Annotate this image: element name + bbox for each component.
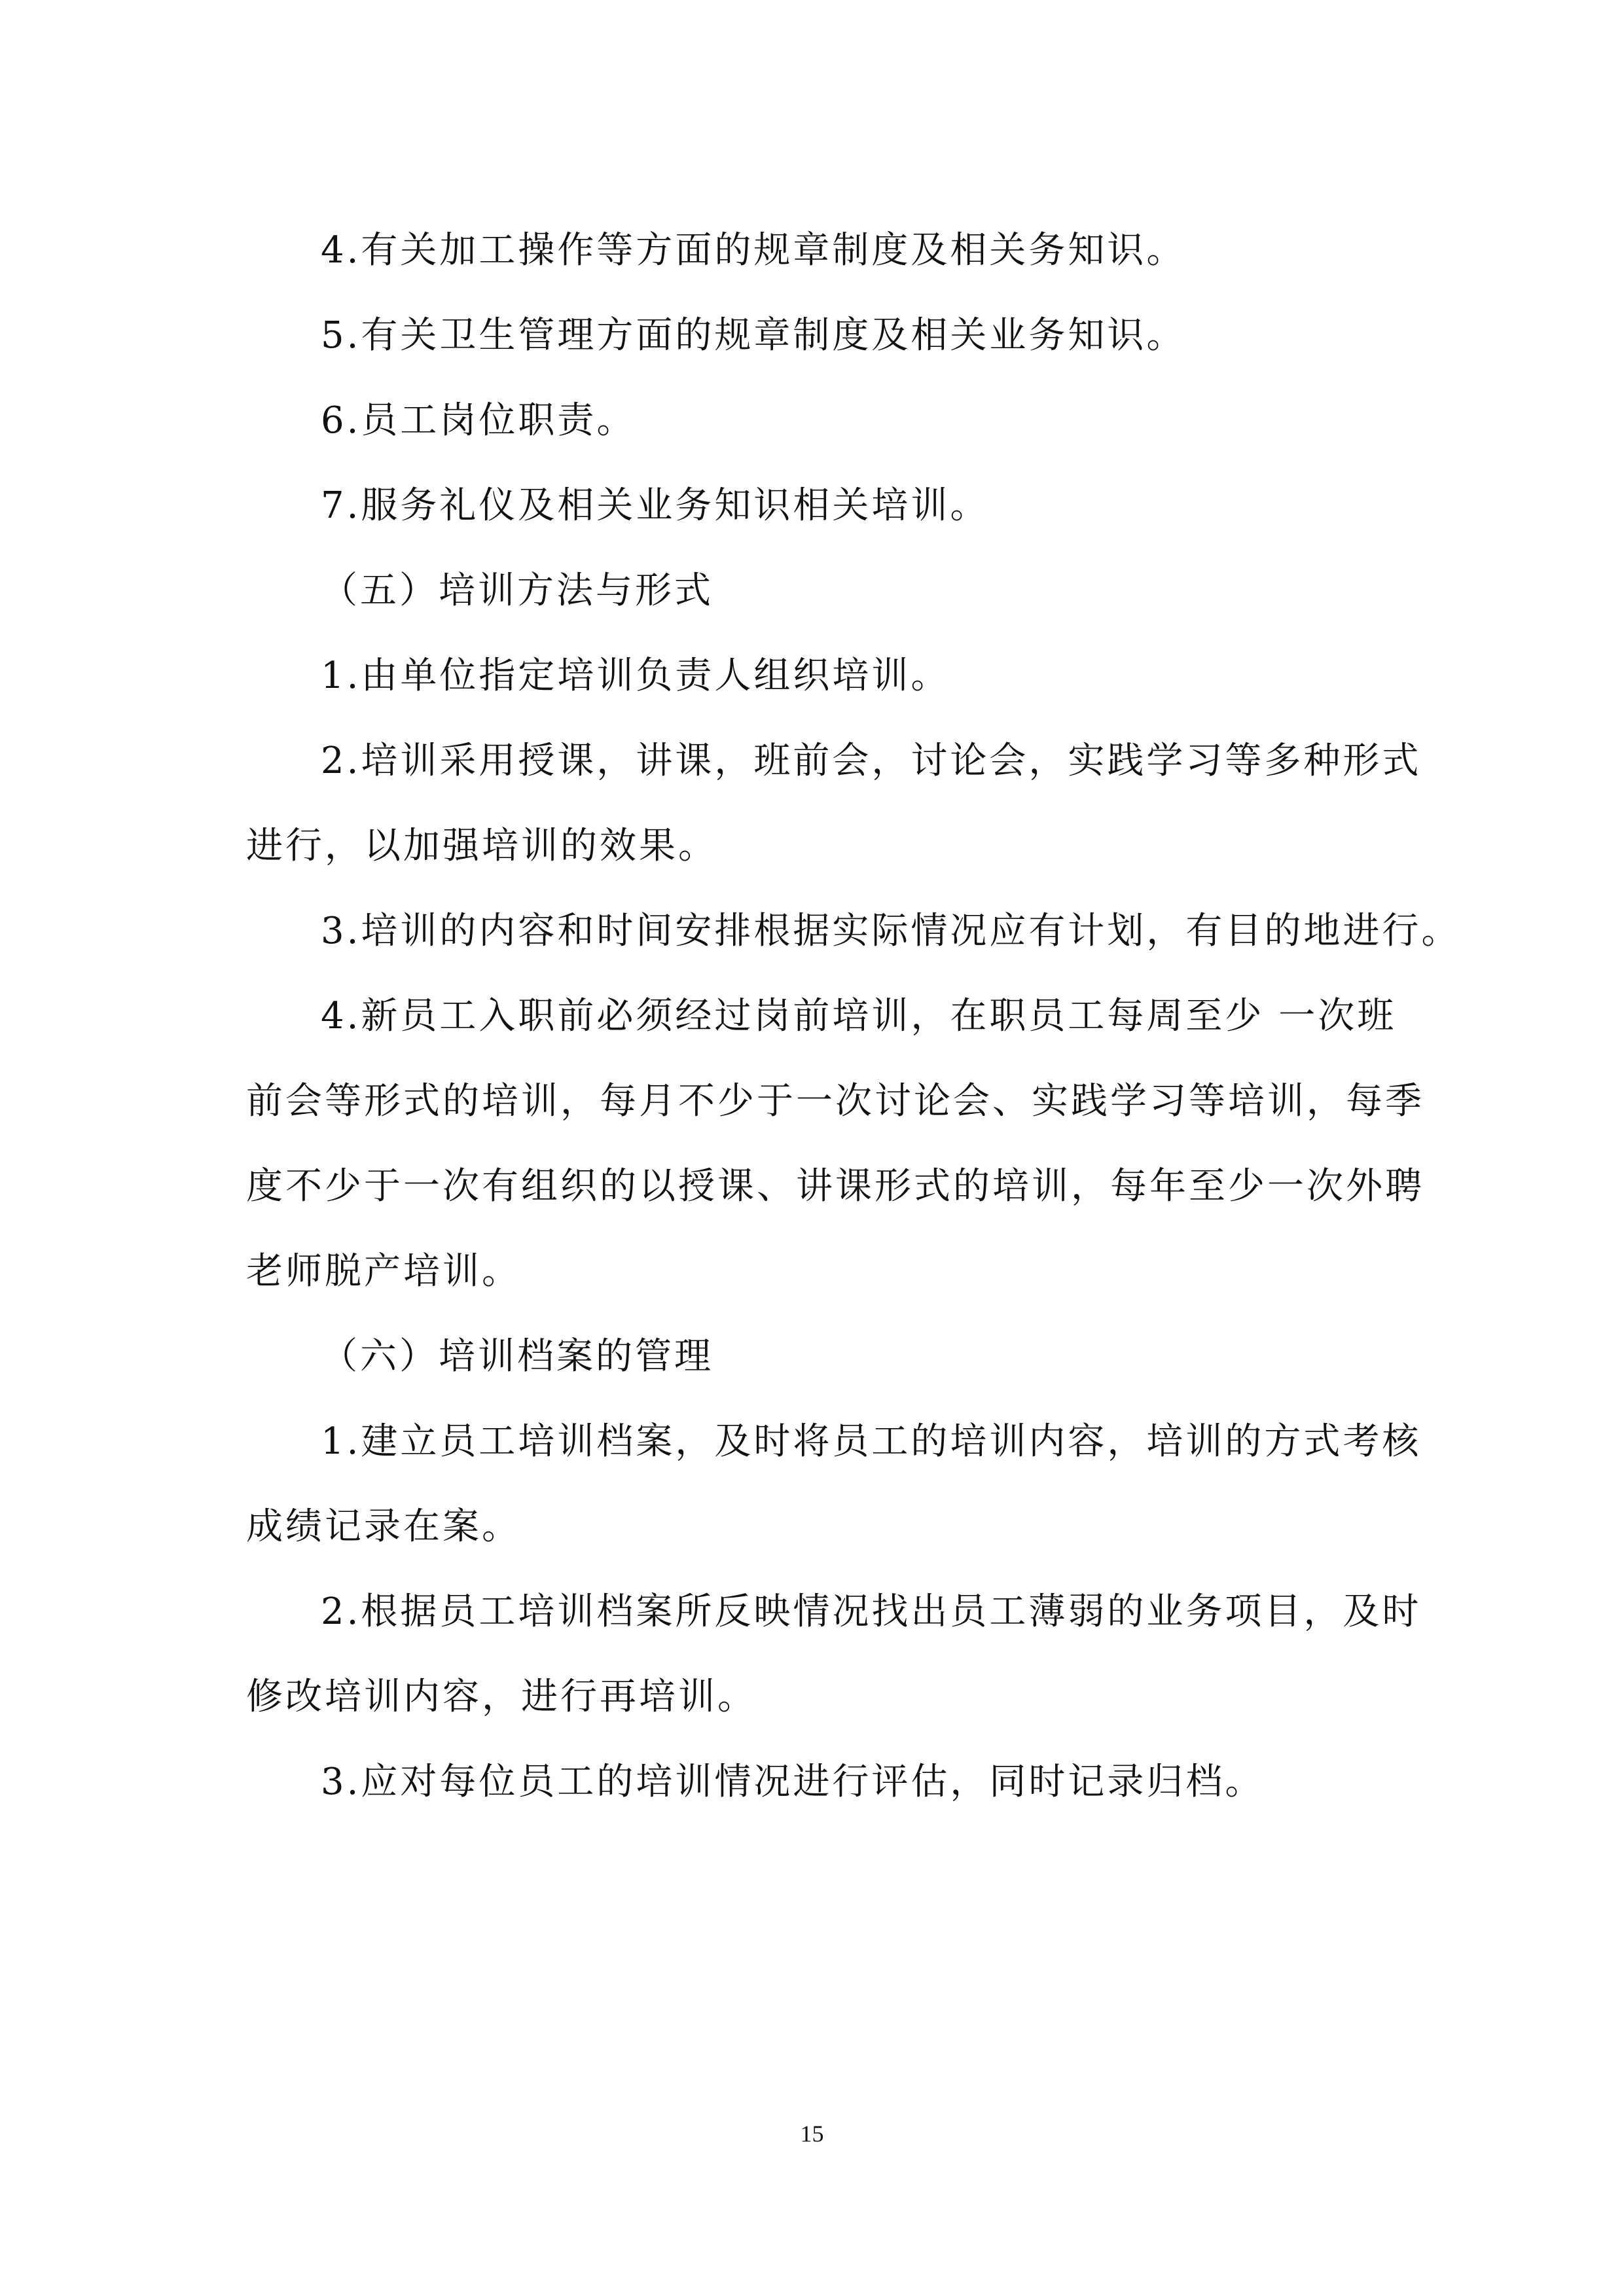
list-item: 7.服务礼仪及相关业务知识相关培训。 [321,484,990,527]
list-item: 1.由单位指定培训负责人组织培训。 [321,655,950,697]
list-item: 1.建立员工培训档案，及时将员工的培训内容，培训的方式考核 [321,1420,1422,1463]
list-item: 5.有关卫生管理方面的规章制度及相关业务知识。 [321,314,1186,357]
paragraph-continuation: 修改培训内容，进行再培训。 [246,1676,757,1718]
paragraph-continuation: 度不少于一次有组织的以授课、讲课形式的培训，每年至少一次外聘 [246,1165,1424,1208]
list-item: 4.有关加工操作等方面的规章制度及相关务知识。 [321,229,1186,272]
list-item: 2.根据员工培训档案所反映情况找出员工薄弱的业务项目，及时 [321,1590,1422,1633]
page-number: 15 [800,2121,824,2147]
document-body [246,208,1461,1825]
list-item: 4.新员工入职前必须经过岗前培训，在职员工每周至少 一次班 [321,995,1397,1037]
list-item: 2.培训采用授课，讲课，班前会，讨论会，实践学习等多种形式 [321,740,1422,782]
list-item: 6.员工岗位职责。 [321,399,636,442]
section-heading: （六）培训档案的管理 [321,1335,713,1378]
section-heading: （五）培训方法与形式 [321,569,713,612]
paragraph-continuation: 进行，以加强培训的效果。 [246,825,717,867]
list-item: 3.培训的内容和时间安排根据实际情况应有计划，有目的地进行。 [321,910,1461,952]
paragraph-continuation: 老师脱产培训。 [246,1250,521,1293]
paragraph-continuation: 成绩记录在案。 [246,1505,521,1548]
paragraph-continuation: 前会等形式的培训，每月不少于一次讨论会、实践学习等培训，每季 [246,1080,1424,1122]
list-item: 3.应对每位员工的培训情况进行评估，同时记录归档。 [321,1761,1265,1803]
